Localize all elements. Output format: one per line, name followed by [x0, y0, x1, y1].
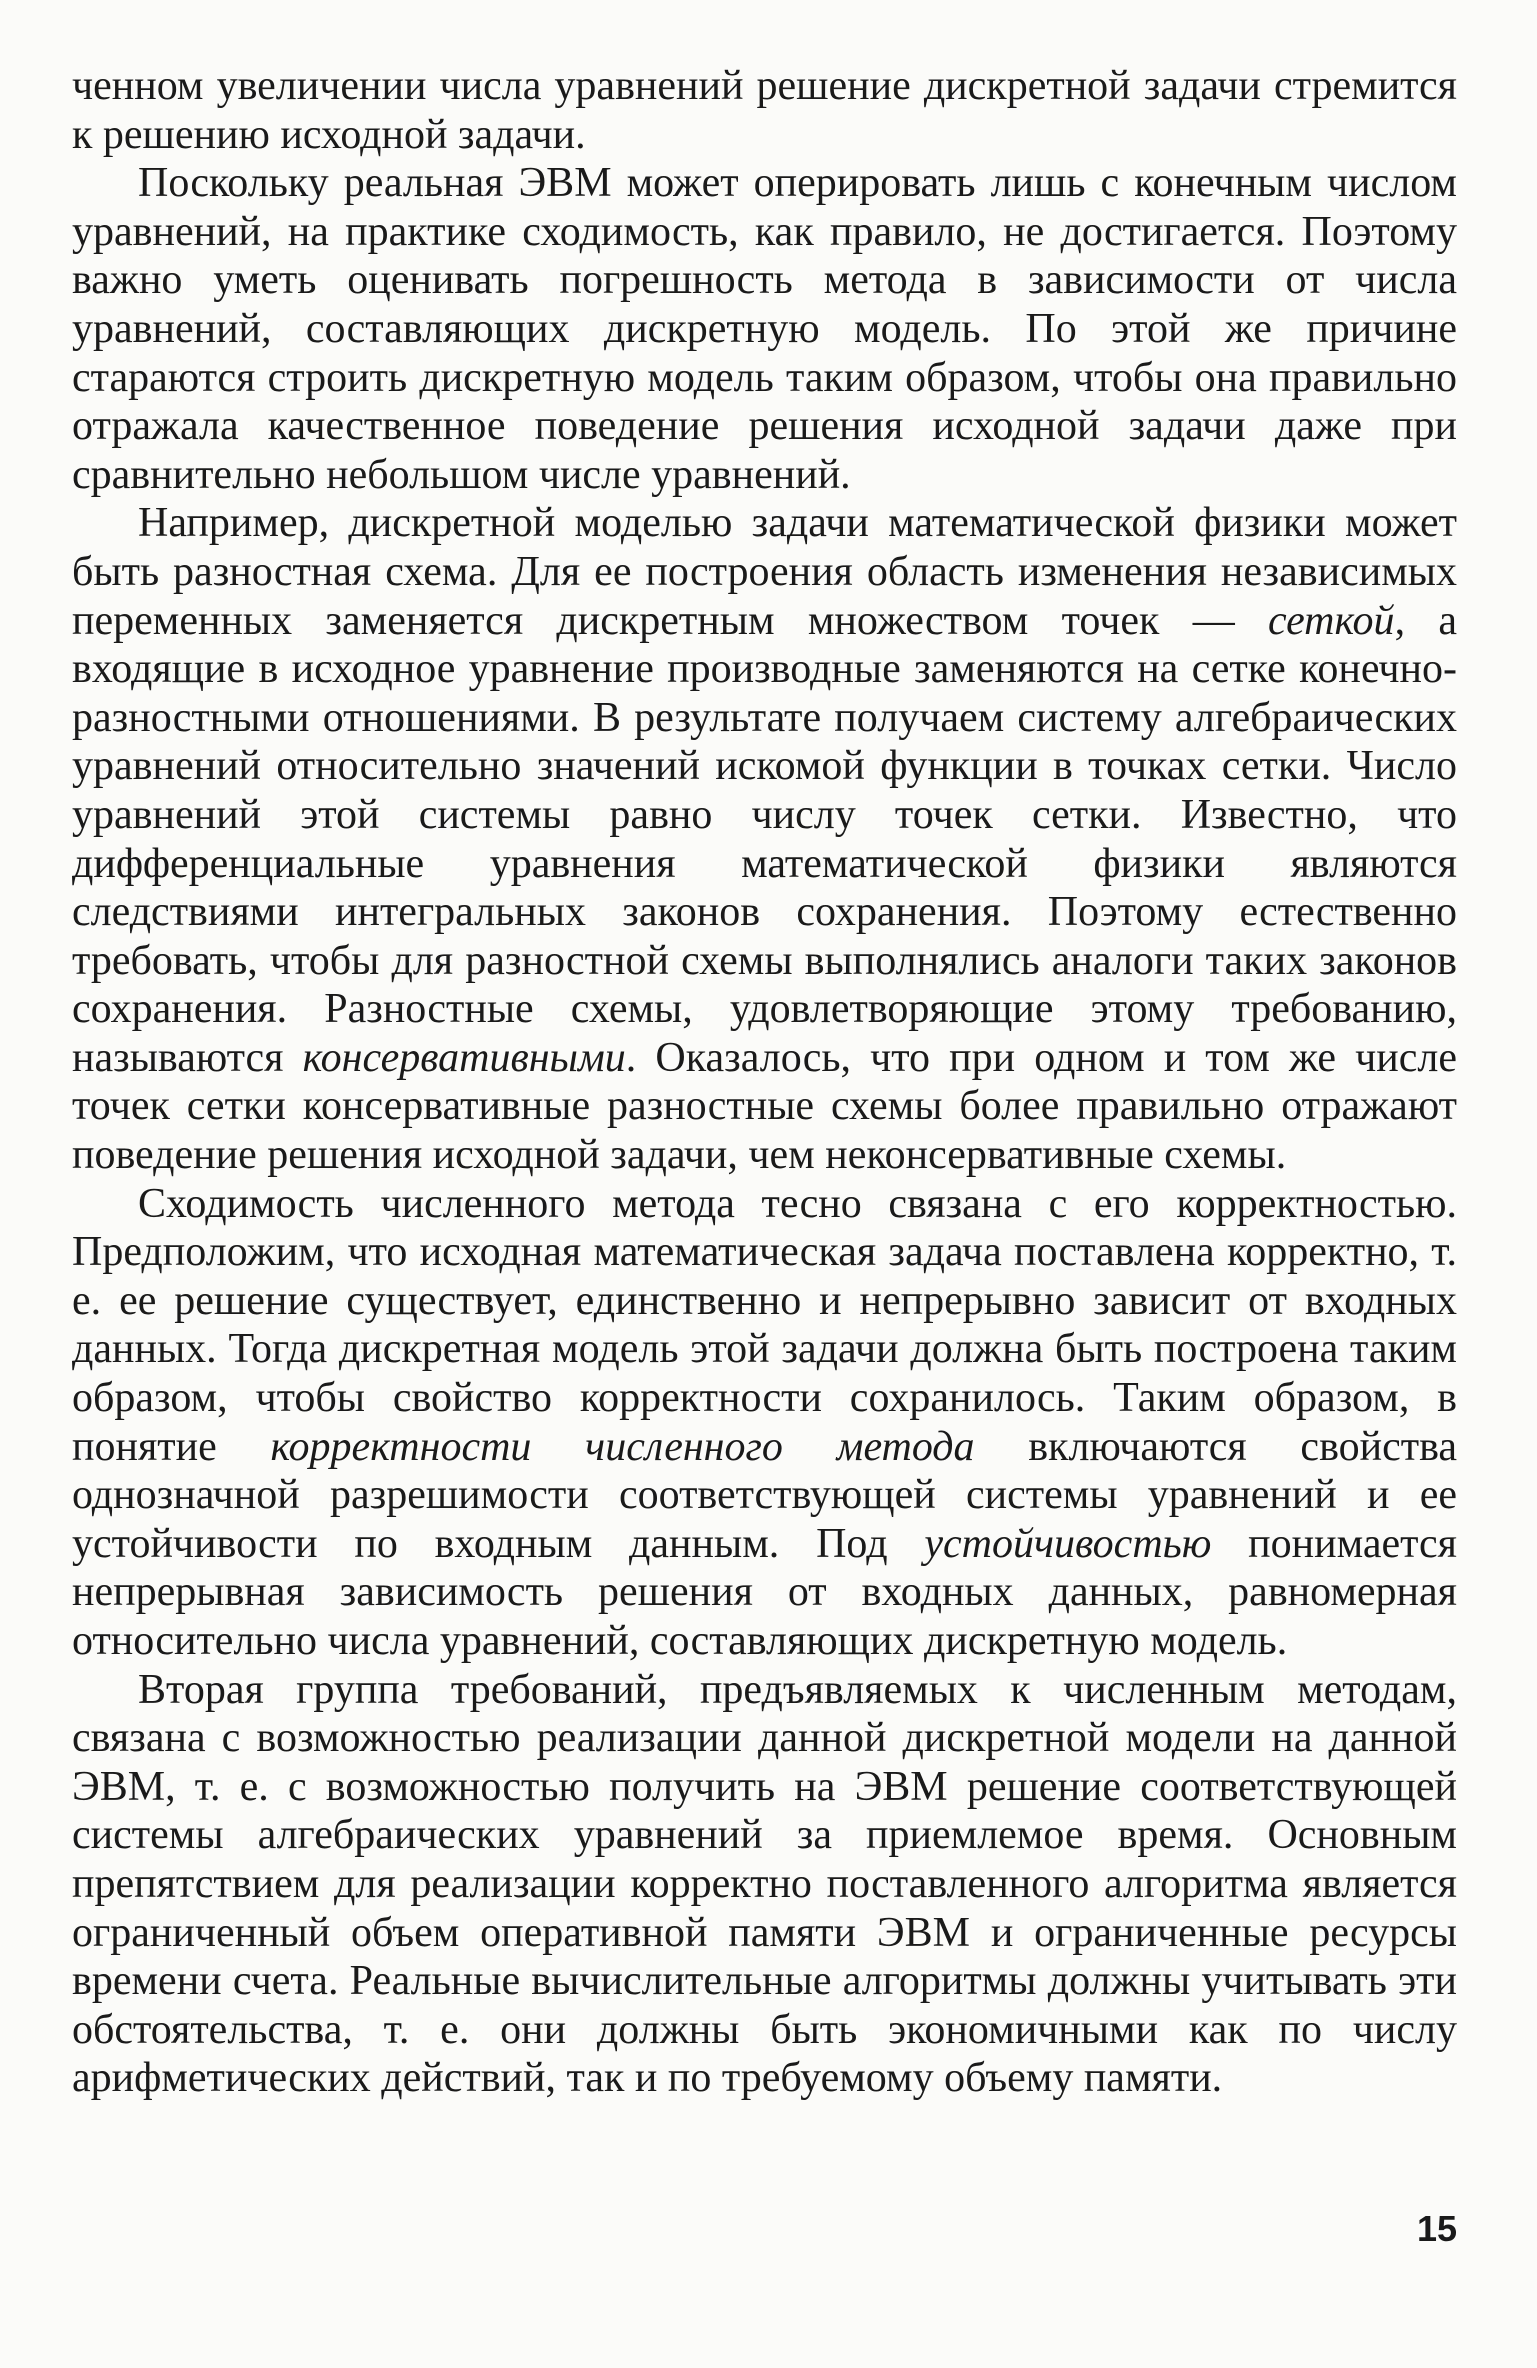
text-run: Вторая группа требований, предъявляемых к численным методам, связана с возможностью реализации данной дискретной модели на данной ЭВМ, т. е. с возможностью получить на ЭВМ решение соответствующей системы алгебраических уравнений за приемлемое время. Основным препятствием для реализации корректно поставленного алгоритма является ограниченный объем оперативной памяти ЭВМ и ограниченные ресурсы времени счета. Реальные вычислительные алгоритмы должны учитывать эти обстоятельства, т. е. они должны быть экономичными как по числу арифметических действий, так и по требуемому объему памяти. — [72, 1666, 1457, 2102]
italic-term: устойчивостью — [924, 1520, 1212, 1567]
italic-term: консервативными — [302, 1034, 626, 1081]
text-run: ченном увеличении числа уравнений решение дискретной задачи стремится к решению исходной задачи. — [72, 63, 1457, 158]
italic-term: сеткой — [1268, 597, 1395, 644]
text-run: . Оказалось, что при одном и том же числе точек сетки консервативные разностные схемы более правильно отражают поведение решения исходной задачи, чем неконсервативные схемы. — [72, 1034, 1457, 1179]
text-run: , а входящие в исходное уравнение производные заменяются на сетке конечно-разностными отношениями. В результате получаем систему алгебраических уравнений относительно значений искомой функции в точках сетки. Число уравнений этой системы равно числу точек сетки. Известно, что дифференциальные уравнения математической физики являются следствиями интегральных законов сохранения. Поэтому естественно требовать, чтобы для разностной схемы выполнялись аналоги таких законов сохранения. Разностные схемы, удовлетворяющие этому требованию, называются — [72, 597, 1457, 1081]
paragraph — [72, 1666, 1457, 2103]
paragraph — [72, 499, 1457, 1179]
page-number: 15 — [1416, 2208, 1457, 2249]
paragraph — [72, 159, 1457, 499]
text-run: Сходимость численного метода тесно связана с его корректностью. Предположим, что исходная математическая задача поставлена корректно, т. е. ее решение существует, единственно и непрерывно зависит от входных данных. Тогда дискретная модель этой задачи должна быть построена таким образом, чтобы свойство корректности сохранилось. Таким образом, в понятие — [72, 1180, 1457, 1470]
text-run: понимается непрерывная зависимость решения от входных данных, равномерная относительно числа уравнений, составляющих дискретную модель. — [72, 1520, 1457, 1664]
paragraph — [72, 62, 1457, 159]
text-run: Например, дискретной моделью задачи математической физики может быть разностная схема. Для ее построения область изменения независимых переменных заменяется дискретным множеством точек — — [72, 500, 1457, 644]
text-run: включаются свойства однозначной разрешимости соответствующей системы уравнений и ее устойчивости по входным данным. Под — [72, 1423, 1458, 1567]
paragraph — [72, 1180, 1457, 1666]
italic-term: корректности численного метода — [270, 1423, 975, 1470]
text-run: Поскольку реальная ЭВМ может оперировать лишь с конечным числом уравнений, на практике сходимость, как правило, не достигается. Поэтому важно уметь оценивать погрешность метода в зависимости от числа уравнений, составляющих дискретную модель. По этой же причине стараются строить дискретную модель таким образом, чтобы она правильно отражала качественное поведение решения исходной задачи даже при сравнительно небольшом числе уравнений. — [72, 160, 1457, 498]
body-text — [72, 62, 1457, 2103]
